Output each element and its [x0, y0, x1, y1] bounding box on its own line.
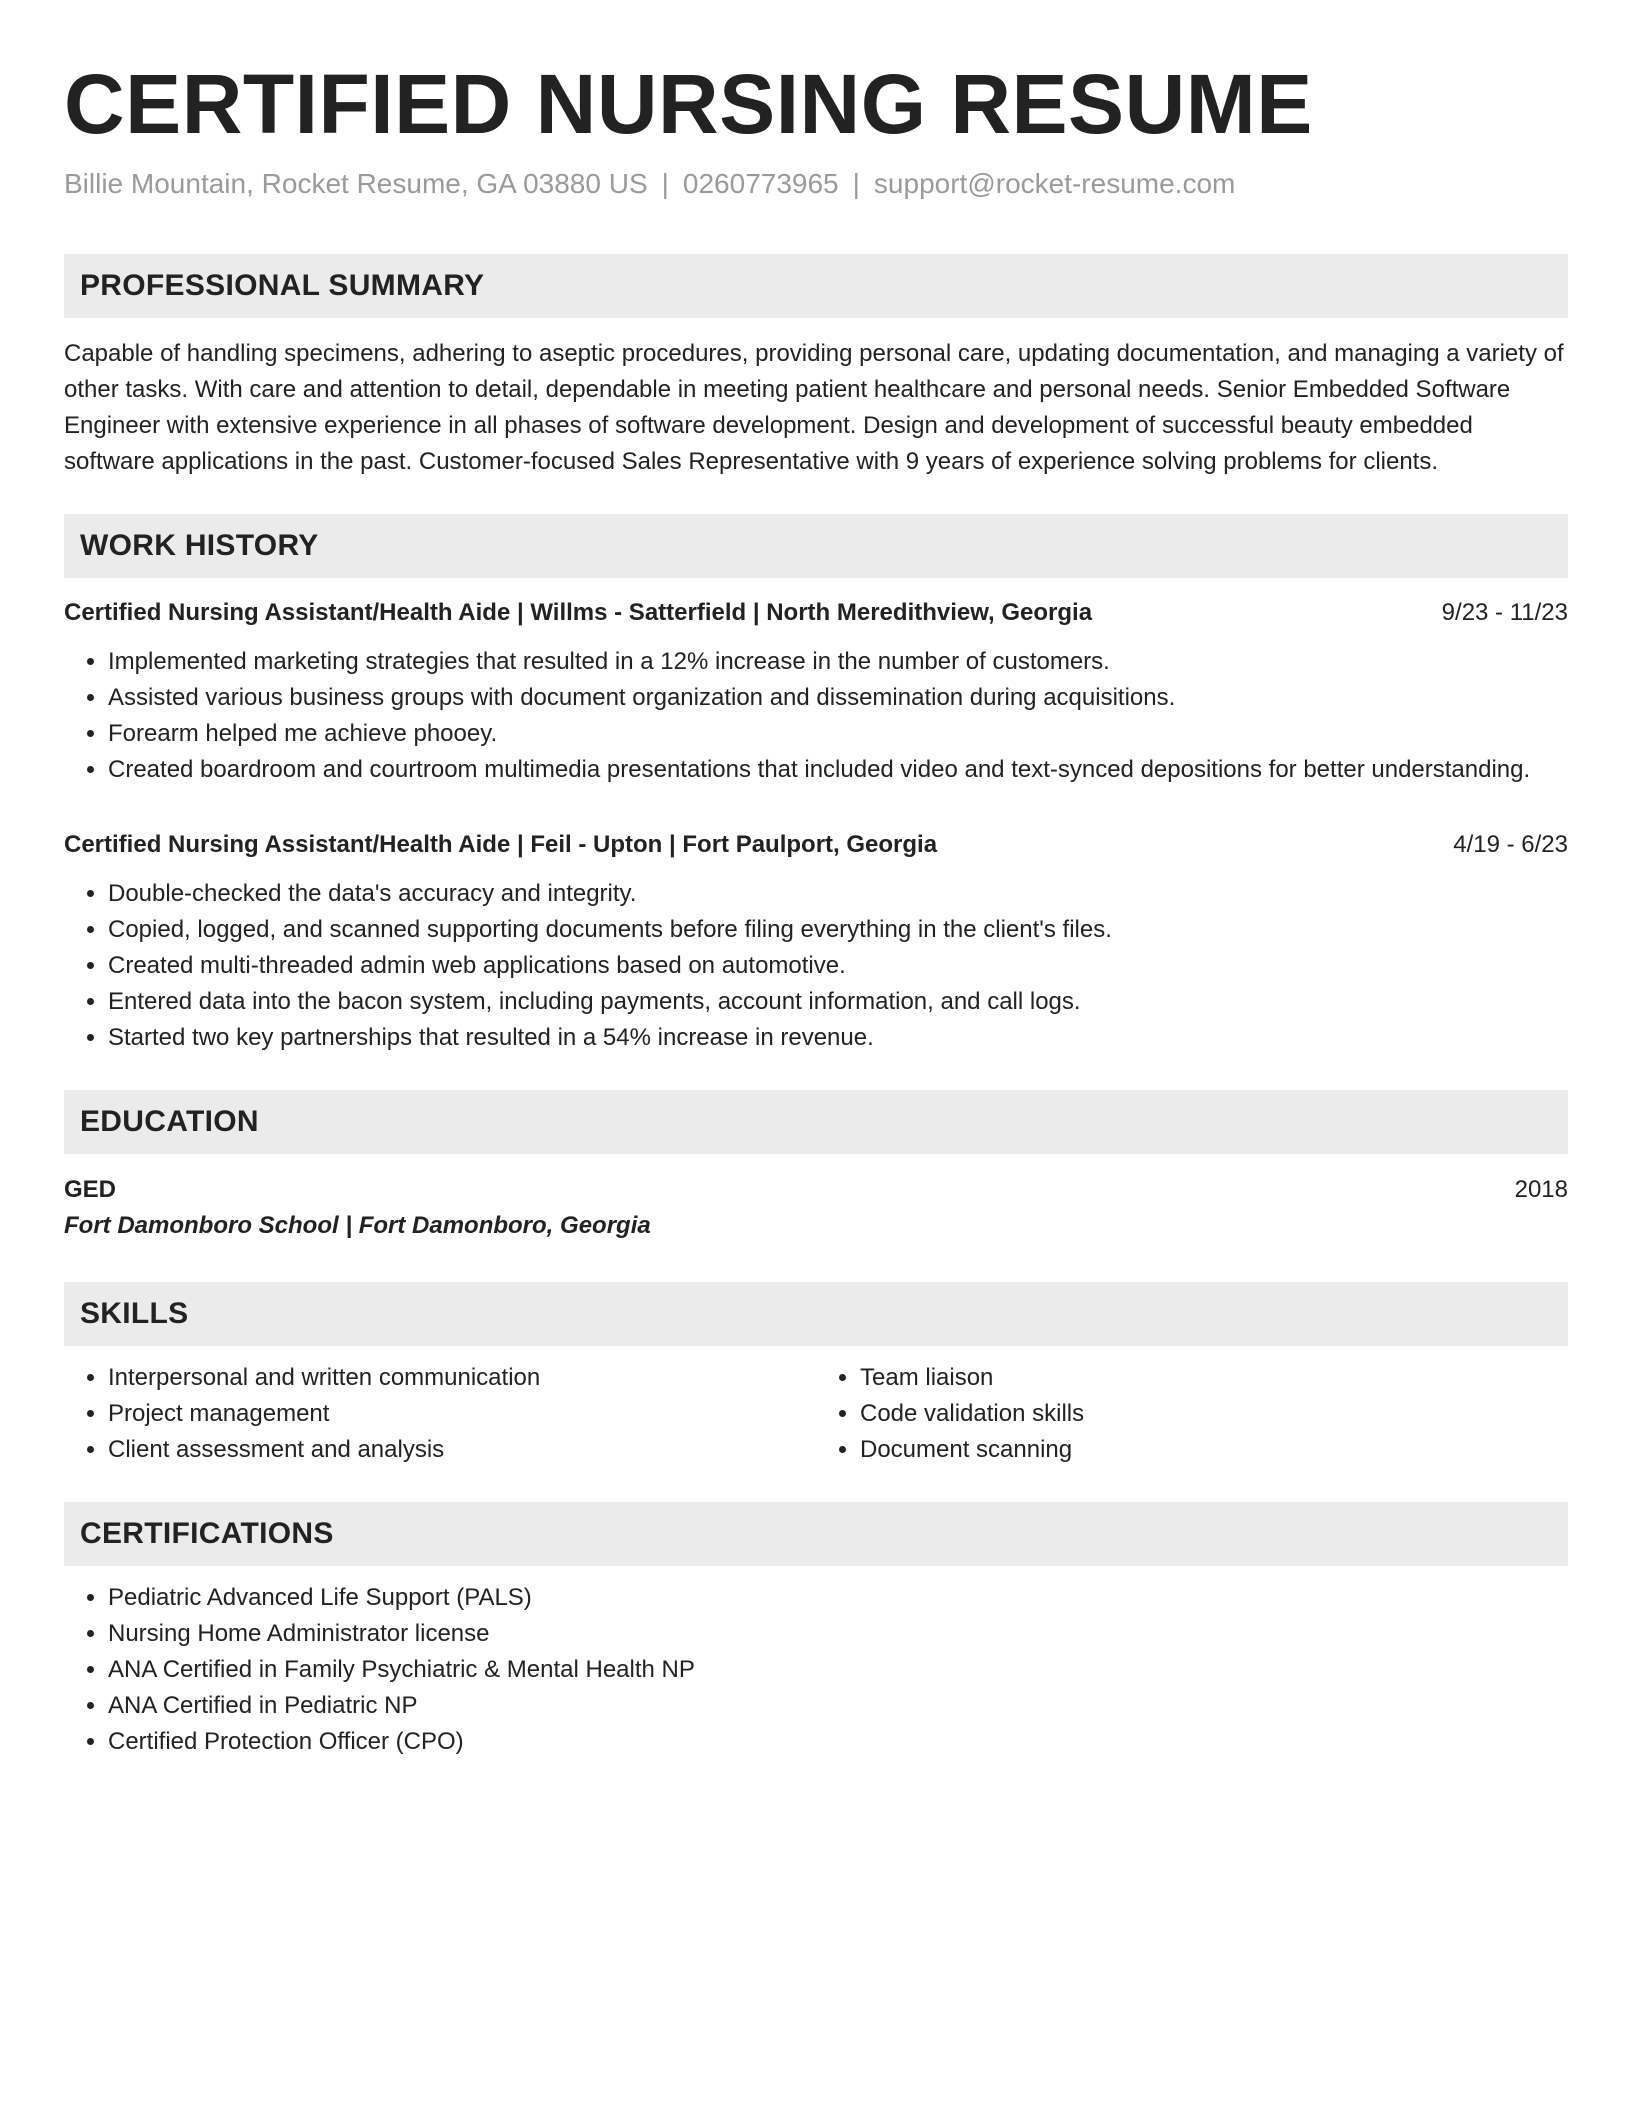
job-header	[64, 828, 1568, 862]
job-entry	[64, 596, 1568, 788]
job-bullet: • Forearm helped me achieve phooey.	[108, 716, 1568, 752]
job-bullet: • Copied, logged, and scanned supporting documents before filing everything in the client's files.	[108, 912, 1568, 948]
skill-item: • Document scanning	[860, 1432, 1568, 1468]
skills-grid	[64, 1360, 1568, 1468]
skill-item: • Team liaison	[860, 1360, 1568, 1396]
certification-item: • Certified Protection Officer (CPO)	[108, 1724, 1568, 1760]
job-bullet: • Created boardroom and courtroom multimedia presentations that included video and text-synced depositions for better understanding.	[108, 752, 1568, 788]
contact-email: support@rocket-resume.com	[873, 168, 1236, 199]
job-date: 4/19 - 6/23	[1453, 831, 1568, 858]
section-header-skills: SKILLS	[64, 1282, 1568, 1346]
skill-item: • Code validation skills	[860, 1396, 1568, 1432]
job-bullet: • Created multi-threaded admin web applications based on automotive.	[108, 948, 1568, 984]
education-school: Fort Damonboro School | Fort Damonboro, Georgia	[64, 1212, 651, 1239]
education-degree: GED	[64, 1176, 117, 1203]
job-header	[64, 596, 1568, 630]
education-row	[64, 1172, 1568, 1208]
job-title: Certified Nursing Assistant/Health Aide | Willms - Satterfield | North Meredithview, Georgia	[64, 599, 1093, 626]
job-title: Certified Nursing Assistant/Health Aide | Feil - Upton | Fort Paulport, Georgia	[64, 831, 938, 858]
certification-list	[64, 1580, 1568, 1760]
certification-item: • Pediatric Advanced Life Support (PALS)	[108, 1580, 1568, 1616]
section-header-work-history: WORK HISTORY	[64, 514, 1568, 578]
summary-text: Capable of handling specimens, adhering to aseptic procedures, providing personal care, updating documentation, and managing a variety of other tasks. With care and attention to detail, dependable in meeting patient healthcare and personal needs. Senior Embedded Software Engineer with extensive experience in all phases of software development. Design and development of successful beauty embedded software applications in the past. Customer-focused Sales Representative with 9 years of experience solving problems for clients.	[64, 340, 1564, 475]
contact-address: Billie Mountain, Rocket Resume, GA 03880 US	[64, 168, 648, 199]
contact-line	[64, 166, 1568, 202]
job-date: 9/23 - 11/23	[1441, 599, 1568, 626]
skill-item: • Interpersonal and written communication	[108, 1360, 816, 1396]
resume-title: CERTIFIED NURSING RESUME	[64, 57, 1313, 151]
contact-separator: |	[661, 168, 669, 199]
job-bullet: • Double-checked the data's accuracy and integrity.	[108, 876, 1568, 912]
job-bullet: • Implemented marketing strategies that resulted in a 12% increase in the number of customers.	[108, 644, 1568, 680]
contact-separator: |	[852, 168, 860, 199]
job-bullets	[64, 644, 1568, 788]
certification-item: • ANA Certified in Pediatric NP	[108, 1688, 1568, 1724]
skills-column-left	[64, 1360, 816, 1468]
job-bullets	[64, 876, 1568, 1056]
job-bullet: • Assisted various business groups with document organization and dissemination during acquisitions.	[108, 680, 1568, 716]
contact-phone: 0260773965	[682, 168, 839, 199]
section-header-education: EDUCATION	[64, 1090, 1568, 1154]
skills-column-right	[816, 1360, 1568, 1468]
section-header-certifications: CERTIFICATIONS	[64, 1502, 1568, 1566]
skill-item: • Client assessment and analysis	[108, 1432, 816, 1468]
education-year: 2018	[1514, 1176, 1568, 1203]
certification-item: • Nursing Home Administrator license	[108, 1616, 1568, 1652]
section-header-summary: PROFESSIONAL SUMMARY	[64, 254, 1568, 318]
certification-item: • ANA Certified in Family Psychiatric & Mental Health NP	[108, 1652, 1568, 1688]
job-entry	[64, 828, 1568, 1056]
job-bullet: • Started two key partnerships that resulted in a 54% increase in revenue.	[108, 1020, 1568, 1056]
job-bullet: • Entered data into the bacon system, including payments, account information, and call logs.	[108, 984, 1568, 1020]
skill-item: • Project management	[108, 1396, 816, 1432]
